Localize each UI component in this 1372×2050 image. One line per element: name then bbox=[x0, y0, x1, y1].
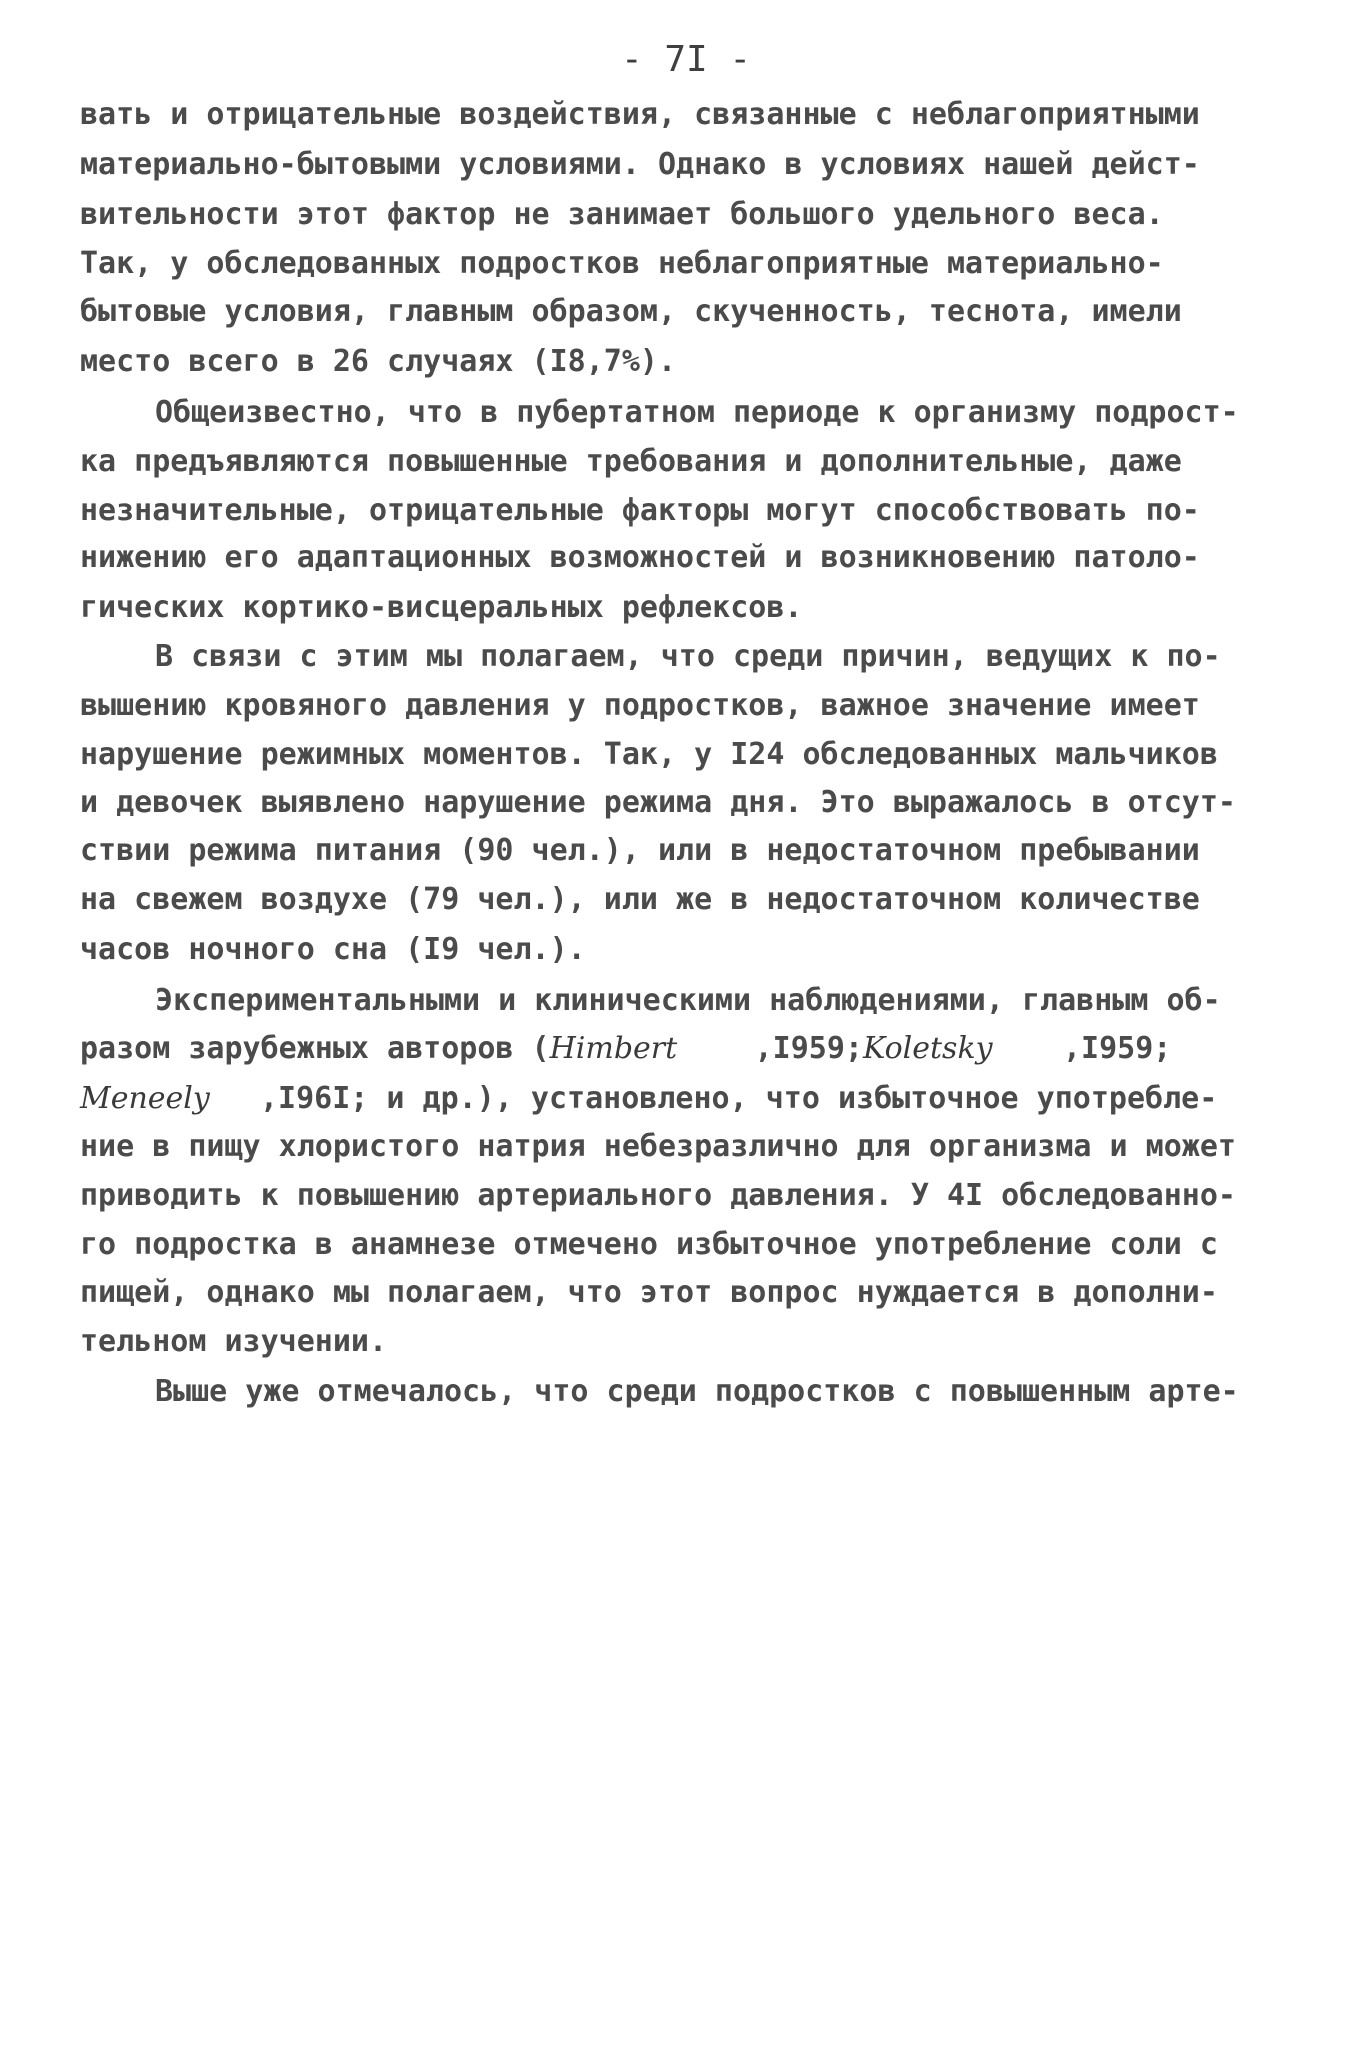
text-line: ствии режима питания (90 чел.), или в недостаточном пребывании bbox=[80, 833, 1200, 868]
text-line: на свежем воздухе (79 чел.), или же в недостаточном количестве bbox=[80, 882, 1200, 917]
year-1959-second: ,I959; bbox=[1062, 1031, 1172, 1066]
text-line: пищей, однако мы полагаем, что этот вопрос нуждается в дополни- bbox=[80, 1275, 1218, 1310]
text-line: гических кортико-висцеральных рефлексов. bbox=[80, 590, 803, 625]
page-number: - 7I - bbox=[620, 39, 752, 80]
handwritten-author-meneely: Meneely bbox=[80, 1081, 210, 1116]
year-1959-first: ,I959; bbox=[754, 1031, 863, 1066]
text-line: материально-бытовыми условиями. Однако в условиях нашей дейст- bbox=[80, 147, 1200, 182]
text-line: часов ночного сна (I9 чел.). bbox=[80, 932, 586, 967]
text-line: ка предъявляются повышенные требования и дополнительные, даже bbox=[80, 444, 1182, 479]
text-line-with-handwriting bbox=[80, 1079, 1217, 1119]
text-line: тельном изучении. bbox=[80, 1324, 388, 1359]
line-rest: ,I96I; и др.), установлено, что избыточное употребле- bbox=[260, 1081, 1218, 1116]
text-line: незначительные, отрицательные факторы могут способствовать по- bbox=[80, 493, 1200, 528]
text-line: приводить к повышению артериального давления. У 4I обследованно- bbox=[80, 1178, 1236, 1213]
paragraph-start-line: Экспериментальными и клиническими наблюдениями, главным об- bbox=[155, 983, 1221, 1018]
text-line: нарушение режимных моментов. Так, у I24 обследованных мальчиков bbox=[80, 737, 1218, 772]
text-line: бытовые условия, главным образом, скученность, теснота, имели bbox=[80, 294, 1182, 329]
handwritten-author-himbert: Himbert bbox=[549, 1031, 678, 1066]
handwritten-author-koletsky: Koletsky bbox=[862, 1031, 993, 1066]
line-prefix: разом зарубежных авторов ( bbox=[80, 1031, 550, 1066]
text-line: и девочек выявлено нарушение режима дня. Это выражалось в отсут- bbox=[80, 785, 1236, 820]
text-line: вать и отрицательные воздействия, связанные с неблагоприятными bbox=[80, 97, 1200, 132]
paragraph-start-line: Выше уже отмечалось, что среди подростков с повышенным арте- bbox=[155, 1374, 1239, 1409]
paragraph-start-line: Общеизвестно, что в пубертатном периоде к организму подрост- bbox=[155, 395, 1239, 430]
text-line: нижению его адаптационных возможностей и возникновению патоло- bbox=[80, 540, 1200, 575]
text-line: вительности этот фактор не занимает большого удельного веса. bbox=[80, 197, 1164, 232]
text-line: место всего в 26 случаях (I8,7%). bbox=[80, 344, 677, 379]
text-line: Так, у обследованных подростков неблагоприятные материально- bbox=[80, 246, 1164, 281]
text-line: вышению кровяного давления у подростков, важное значение имеет bbox=[80, 688, 1200, 723]
paragraph-start-line: В связи с этим мы полагаем, что среди причин, ведущих к по- bbox=[155, 639, 1221, 674]
text-line: го подростка в анамнезе отмечено избыточное употребление соли с bbox=[80, 1227, 1218, 1262]
text-line: ние в пищу хлористого натрия небезразлично для организма и может bbox=[80, 1129, 1236, 1164]
text-line-with-handwriting bbox=[80, 1029, 1171, 1069]
